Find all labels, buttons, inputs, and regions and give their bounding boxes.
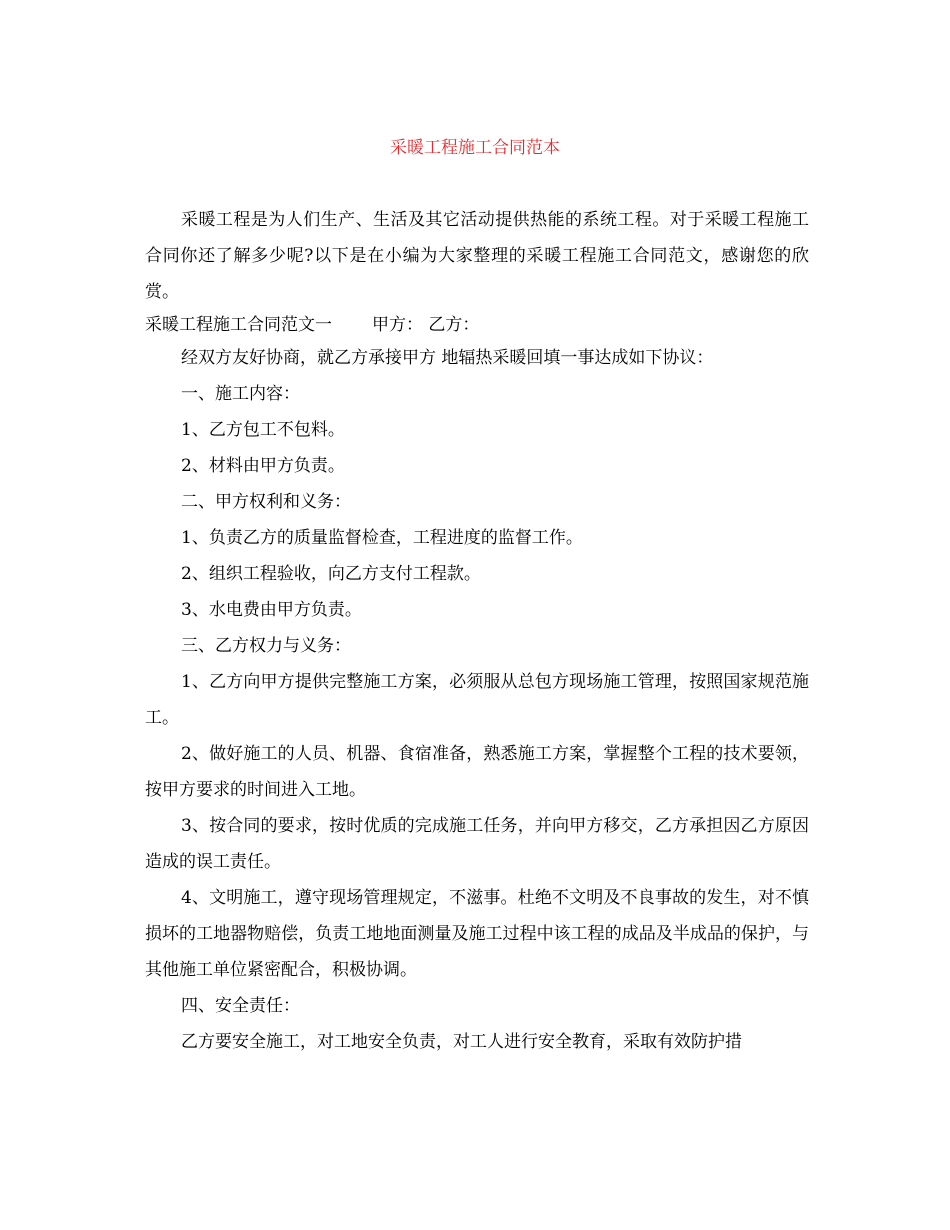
clause-item: 2、组织工程验收，向乙方支付工程款。	[181, 564, 481, 584]
contract-subheading	[145, 310, 809, 340]
clause-item: 4、文明施工，遵守现场管理规定，不滋事。杜绝不文明及不良事故的发生，对不慎损坏的工地器物赔偿，负责工地地面测量及施工过程中该工程的成品及半成品的保护，与其他施工单位紧密配合，积极协调。	[145, 888, 809, 980]
clause-item: 3、按合同的要求，按时优质的完成施工任务，并向甲方移交，乙方承担因乙方原因造成的误工责任。	[145, 816, 809, 872]
subheading-title: 采暖工程施工合同范文一	[145, 315, 332, 335]
section-heading: 二、甲方权利和义务：	[181, 492, 351, 512]
document-title: 采暖工程施工合同范本	[390, 138, 560, 158]
section-heading: 四、安全责任：	[181, 996, 300, 1016]
party-b-label: 乙方：	[428, 315, 480, 335]
clause-item: 1、负责乙方的质量监督检查，工程进度的监督工作。	[181, 528, 583, 548]
clause-item: 1、乙方向甲方提供完整施工方案，必须服从总包方现场施工管理，按照国家规范施工。	[145, 672, 809, 728]
clause-item: 2、做好施工的人员、机器、食宿准备，熟悉施工方案，掌握整个工程的技术要领，按甲方要求的时间进入工地。	[145, 744, 809, 800]
section-heading: 三、乙方权力与义务：	[181, 636, 351, 656]
intro-paragraph: 采暖工程是为人们生产、生活及其它活动提供热能的系统工程。对于采暖工程施工合同你还了解多少呢?以下是在小编为大家整理的采暖工程施工合同范文，感谢您的欣赏。	[145, 210, 809, 302]
document-body	[145, 202, 809, 1060]
party-a-label: 甲方：	[372, 315, 423, 335]
section-heading: 一、施工内容：	[181, 384, 300, 404]
clause-item: 1、乙方包工不包料。	[181, 420, 345, 440]
agreement-paragraph: 经双方友好协商，就乙方承接甲方 地辐热采暖回填一事达成如下协议：	[181, 348, 714, 368]
clause-item: 乙方要安全施工，对工地安全负责，对工人进行安全教育，采取有效防护措	[181, 1032, 742, 1052]
clause-item: 3、水电费由甲方负责。	[181, 600, 362, 620]
clause-item: 2、材料由甲方负责。	[181, 456, 345, 476]
